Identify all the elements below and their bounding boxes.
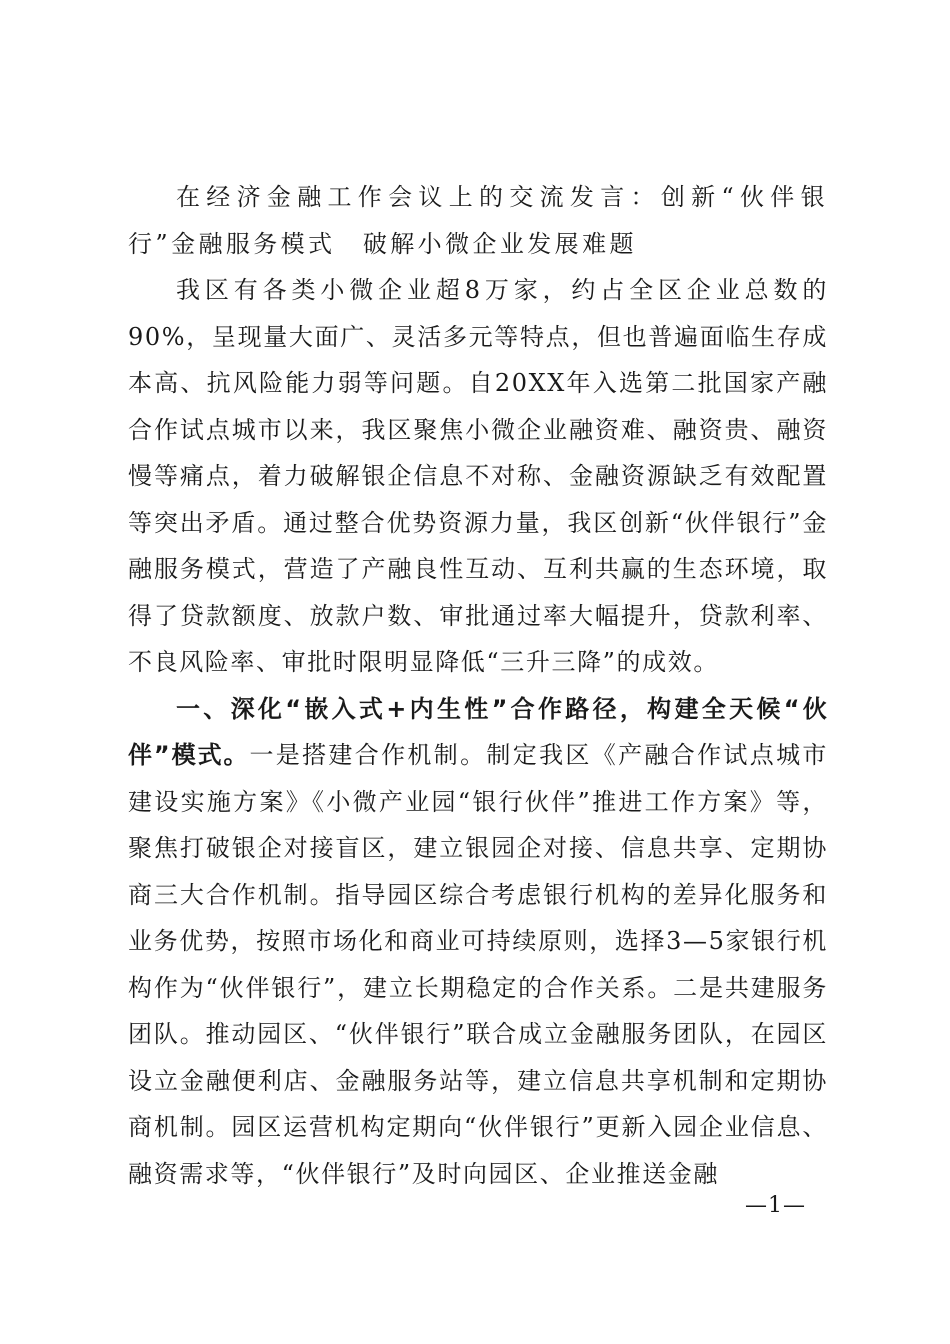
document-title: 在经济金融工作会议上的交流发言：创新“伙伴银行”金融服务模式 破解小微企业发展难题 bbox=[128, 183, 828, 258]
intro-paragraph: 我区有各类小微企业超8万家，约占全区企业总数的90%，呈现量大面广、灵活多元等特点，但也普遍面临生存成本高、抗风险能力弱等问题。自20XX年入选第二批国家产融合作试点城市以来，我区聚焦小微企业融资难、融资贵、融资慢等痛点，着力破解银企信息不对称、金融资源缺乏有效配置等突出矛盾。通过整合优势资源力量，我区创新“伙伴银行”金融服务模式，营造了产融良性互动、互利共赢的生态环境，取得了贷款额度、放款户数、审批通过率大幅提升，贷款利率、不良风险率、审批时限明显降低“三升三降”的成效。 bbox=[128, 276, 828, 676]
document-body bbox=[128, 174, 828, 1197]
section-1-paragraph bbox=[128, 686, 828, 1198]
page-number: —1— bbox=[745, 1193, 806, 1218]
section-1-body: 一是搭建合作机制。制定我区《产融合作试点城市建设实施方案》《小微产业园“银行伙伴”推进工作方案》等，聚焦打破银企对接盲区，建立银园企对接、信息共享、定期协商三大合作机制。指导园区综合考虑银行机构的差异化服务和业务优势，按照市场化和商业可持续原则，选择3—5家银行机构作为“伙伴银行”，建立长期稳定的合作关系。二是共建服务团队。推动园区、“伙伴银行”联合成立金融服务团队，在园区设立金融便利店、金融服务站等，建立信息共享机制和定期协商机制。园区运营机构定期向“伙伴银行”更新入园企业信息、融资需求等，“伙伴银行”及时向园区、企业推送金融 bbox=[128, 741, 828, 1188]
section-1-heading: 一、深化“嵌入式+内生性”合作路径，构建全天候“伙伴”模式。 bbox=[128, 694, 828, 769]
